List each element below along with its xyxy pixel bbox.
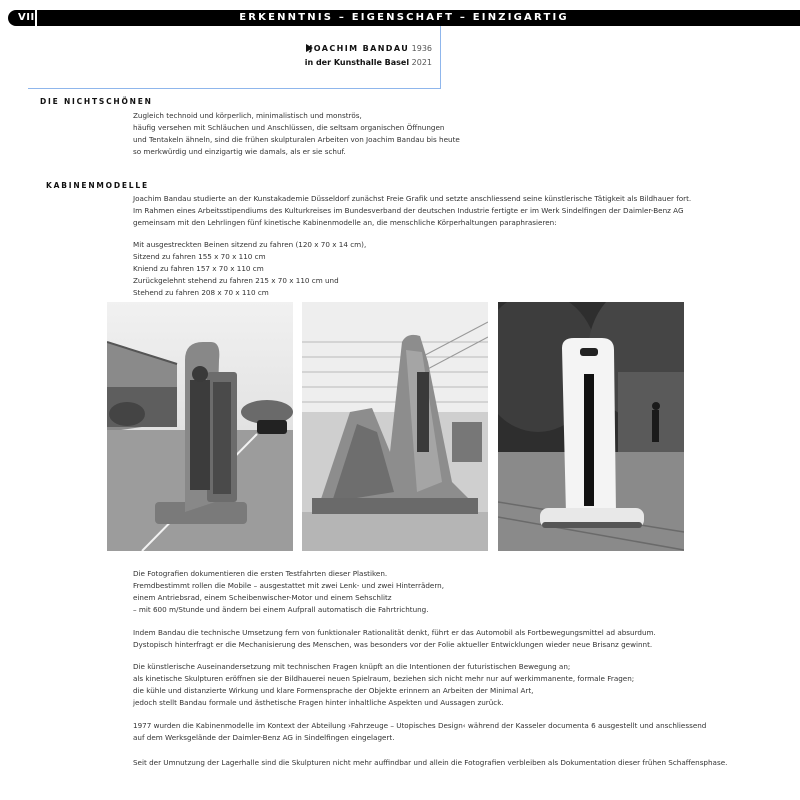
text-line: gemeinsam mit den Lehrlingen fünf kinetische Kabinenmodelle an, die menschliche Körperhaltungen paraphrasieren: [133, 218, 557, 227]
text-line: Die künstlerische Auseinandersetzung mit technischen Fragen knüpft an die Intentionen der futuristischen Bewegung an; [133, 662, 571, 671]
text-line: als kinetische Skulpturen eröffnen sie der Bildhauerei neuen Spielraum, beziehen sich nicht mehr nur auf werkimmanente, formale Fragen; [133, 674, 635, 683]
text-line: häufig versehen mit Schläuchen und Anschlüssen, die seltsam organischen Öffnungen [133, 123, 445, 132]
venue-line [305, 58, 432, 68]
text-line: Seit der Umnutzung der Lagerhalle sind die Skulpturen nicht mehr auffindbar und allein die Fotografien verbleiben als Dokumentation dieser frühen Schaffensphase. [133, 758, 728, 767]
artist-birth-year: 1936 [411, 44, 432, 53]
exhibition-year: 2021 [411, 58, 432, 67]
text-line: Im Rahmen eines Arbeitsstipendiums des Kulturkreises im Bundesverband der deutschen Industrie fertigte er im Werk Sindelfingen der Daimler-Benz AG [133, 206, 684, 215]
text-line: einem Antriebsrad, einem Scheibenwischer-Motor und einem Sehschlitz [133, 593, 392, 602]
section2-paragraph-1 [133, 568, 444, 616]
section1-paragraph [133, 110, 460, 158]
blue-horizontal-rule [28, 88, 441, 89]
model-item: Kniend zu fahren 157 x 70 x 110 cm [133, 264, 264, 273]
chapter-header-bar [8, 10, 800, 26]
section2-paragraph-4 [133, 720, 706, 744]
text-line: jedoch stellt Bandau formale und ästhetische Fragen hinter inhaltliche Aspekten und Aussagen zurück. [133, 698, 504, 707]
artist-name: JOACHIM BANDAU [309, 44, 410, 53]
model-item: Sitzend zu fahren 155 x 70 x 110 cm [133, 252, 266, 261]
section2-paragraph-2 [133, 627, 656, 651]
text-line: Zugleich technoid und körperlich, minimalistisch und monströs, [133, 111, 362, 120]
text-line: auf dem Werksgelände der Daimler-Benz AG in Sindelfingen eingelagert. [133, 733, 395, 742]
section2-intro [133, 193, 691, 229]
section2-paragraph-5 [133, 757, 727, 769]
artist-line [309, 44, 432, 54]
text-line: Die Fotografien dokumentieren die ersten Testfahrten dieser Plastiken. [133, 569, 388, 578]
model-item: Zurückgelehnt stehend zu fahren 215 x 70 x 110 cm und [133, 276, 339, 285]
photo-reclined-cabin [302, 302, 488, 551]
section2-paragraph-3 [133, 661, 634, 709]
text-line: 1977 wurden die Kabinenmodelle im Kontext der Abteilung ›Fahrzeuge – Utopisches Design‹ während der Kasseler documenta 6 ausgestellt und anschliessend [133, 721, 707, 730]
section-heading-kabinenmodelle: KABINENMODELLE [46, 181, 149, 190]
section-heading-nichtschoenen: DIE NICHTSCHÖNEN [40, 97, 153, 106]
text-line: und Tentakeln ähneln, sind die frühen skulpturalen Arbeiten von Joachim Bandau bis heute [133, 135, 460, 144]
model-item: Mit ausgestreckten Beinen sitzend zu fahren (120 x 70 x 14 cm), [133, 240, 367, 249]
text-line: die kühle und distanzierte Wirkung und klare Formensprache der Objekte erinnern an Arbeiten der Minimal Art, [133, 686, 534, 695]
model-list [133, 239, 366, 299]
text-line: – mit 600 m/Stunde und ändern bei einem Aufprall automatisch die Fahrtrichtung. [133, 605, 429, 614]
text-line: Dystopisch hinterfragt er die Mechanisierung des Menschen, was besonders vor der Folie aktueller Entwicklungen wieder neue Brisanz gewinnt. [133, 640, 653, 649]
photo-white-cabin [498, 302, 684, 551]
exhibition-venue: in der Kunsthalle Basel [304, 58, 410, 67]
text-line: so merkwürdig und einzigartig wie damals, als er sie schuf. [133, 147, 346, 156]
model-item: Stehend zu fahren 208 x 70 x 110 cm [133, 288, 269, 297]
chapter-number: VII [18, 12, 35, 23]
chapter-title: ERKENNTNIS – EIGENSCHAFT – EINZIGARTIG [239, 12, 569, 23]
text-line: Fremdbestimmt rollen die Mobile – ausgestattet mit zwei Lenk- und zwei Hinterrädern, [133, 581, 445, 590]
blue-vertical-rule [440, 26, 441, 89]
photo-standing-cabin [107, 302, 293, 551]
text-line: Indem Bandau die technische Umsetzung fern von funktionaler Rationalität denkt, führt er das Automobil als Fortbewegungsmittel ad absurdum. [133, 628, 656, 637]
text-line: Joachim Bandau studierte an der Kunstakademie Düsseldorf zunächst Freie Grafik und setzte anschliessend seine künstlerische Tätigkeit als Bildhauer fort. [133, 194, 692, 203]
